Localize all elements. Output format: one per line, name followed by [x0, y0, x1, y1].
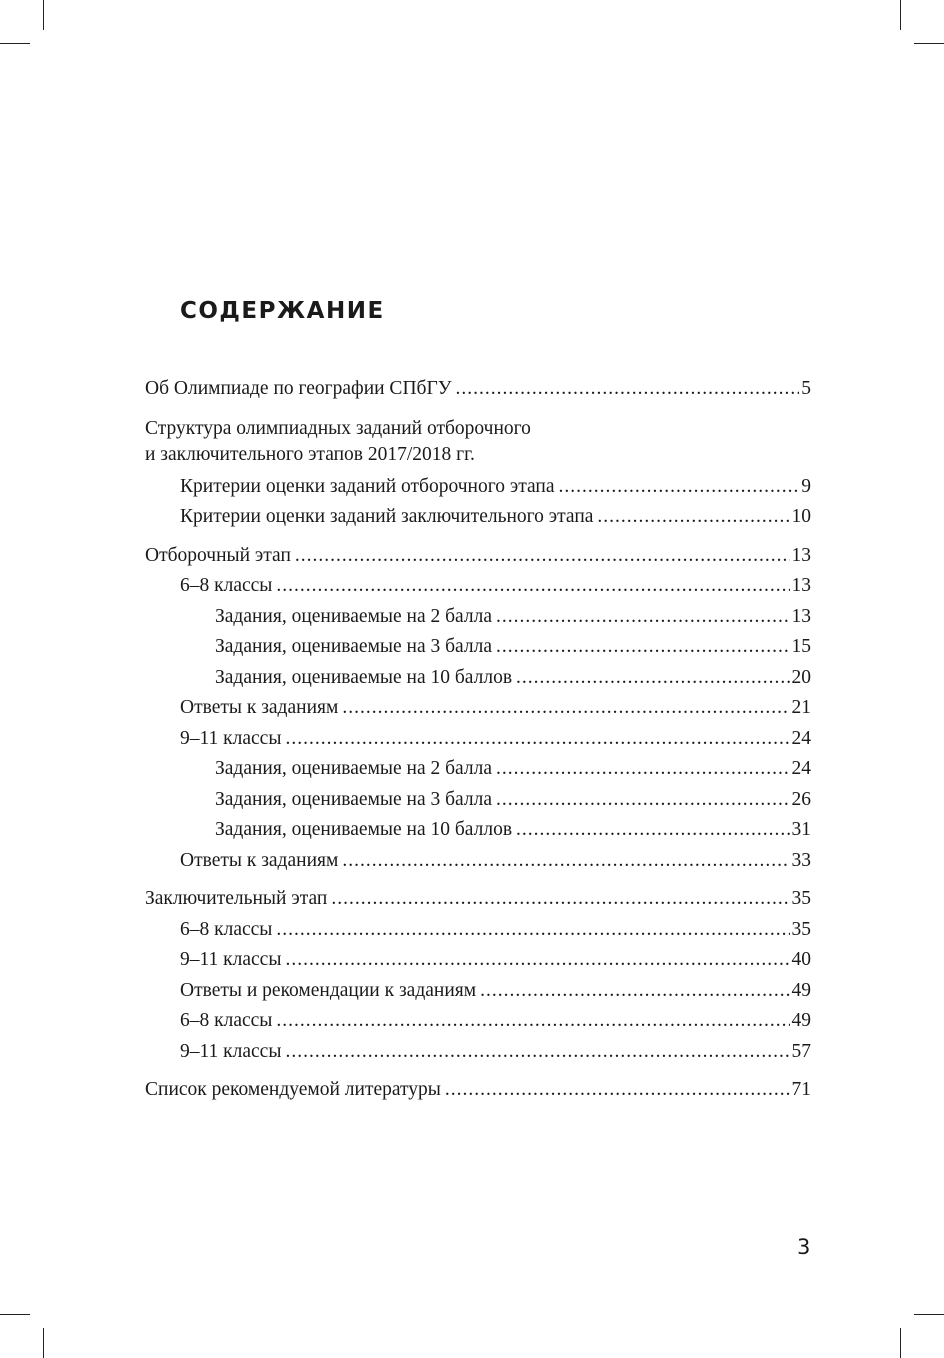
toc-entry-page: 49	[791, 1010, 811, 1031]
dot-leader	[342, 846, 789, 877]
toc-group-structure	[145, 413, 811, 533]
crop-mark-bottom-right-h	[914, 1314, 944, 1315]
toc-entry[interactable]	[145, 693, 811, 724]
dot-leader	[496, 632, 790, 663]
toc-entry-page: 20	[791, 666, 811, 688]
dot-leader	[445, 1075, 790, 1106]
toc-entry-label: 6–8 классы	[180, 575, 273, 596]
toc-entry-label: Критерии оценки заданий заключительного этапа	[180, 506, 594, 527]
dot-leader	[597, 502, 789, 533]
page-title: СОДЕРЖАНИЕ	[180, 298, 385, 324]
toc-entry[interactable]	[145, 1075, 811, 1106]
toc-entry-page: 13	[791, 605, 811, 627]
toc-entry-label: Список рекомендуемой литературы	[145, 1079, 441, 1100]
crop-mark-bottom-left-h	[0, 1314, 30, 1315]
toc-entry-page: 21	[791, 697, 811, 718]
toc-entry-page: 24	[791, 727, 811, 749]
toc-entry-page: 49	[791, 979, 811, 1001]
toc-group-qualifying	[145, 541, 811, 877]
toc-entry[interactable]	[145, 815, 811, 846]
toc-entry[interactable]	[145, 571, 811, 602]
toc-entry[interactable]	[145, 472, 811, 503]
toc-entry-page: 5	[801, 378, 811, 399]
dot-leader	[285, 945, 789, 976]
toc-group-about	[145, 374, 811, 405]
toc-entry[interactable]	[145, 884, 811, 915]
toc-entry-page: 35	[791, 918, 811, 940]
toc-entry[interactable]	[145, 663, 811, 694]
crop-mark-top-left-v	[43, 0, 44, 30]
toc-entry-label: Отборочный этап	[145, 544, 291, 566]
toc-entry-page: 13	[791, 575, 811, 596]
dot-leader	[285, 724, 789, 755]
toc-entry[interactable]	[145, 374, 811, 405]
toc-entry[interactable]	[145, 976, 811, 1007]
dot-leader	[516, 815, 789, 846]
toc-entry[interactable]	[145, 915, 811, 946]
crop-mark-top-right-v	[900, 0, 901, 30]
toc-entry-label: Задания, оцениваемые на 2 балла	[215, 605, 492, 627]
dot-leader	[496, 785, 790, 816]
toc-entry-label: Критерии оценки заданий отборочного этапа	[180, 475, 555, 497]
toc-entry-page: 57	[791, 1040, 811, 1062]
toc-entry[interactable]	[145, 754, 811, 785]
toc-entry-label: Ответы к заданиям	[180, 849, 339, 871]
toc-entry-label: Ответы к заданиям	[180, 697, 339, 718]
toc-entry-label: Ответы и рекомендации к заданиям	[180, 979, 477, 1001]
toc-entry-page: 71	[791, 1079, 811, 1100]
crop-mark-top-left-h	[0, 43, 30, 44]
toc-entry[interactable]	[145, 945, 811, 976]
toc-entry-label: Задания, оцениваемые на 3 балла	[215, 788, 492, 810]
toc-entry-page: 13	[791, 544, 811, 566]
dot-leader	[285, 1037, 789, 1068]
table-of-contents	[145, 374, 811, 1114]
toc-group-final	[145, 884, 811, 1067]
dot-leader	[342, 693, 789, 724]
toc-entry-label: Задания, оцениваемые на 10 баллов	[215, 666, 513, 688]
dot-leader	[331, 884, 789, 915]
toc-entry-page: 40	[791, 949, 811, 970]
toc-entry-label: 6–8 классы	[180, 1010, 273, 1031]
dot-leader	[558, 472, 799, 503]
toc-entry-page: 9	[801, 475, 811, 497]
dot-leader	[276, 915, 789, 946]
toc-entry-label: Об Олимпиаде по географии СПбГУ	[145, 378, 452, 399]
toc-entry-page: 33	[791, 849, 811, 871]
dot-leader	[480, 976, 789, 1007]
dot-leader	[496, 602, 790, 633]
toc-entry[interactable]	[145, 632, 811, 663]
toc-entry-label: Задания, оцениваемые на 3 балла	[215, 636, 492, 657]
crop-mark-top-right-h	[914, 43, 944, 44]
toc-entry[interactable]	[145, 724, 811, 755]
toc-entry-label: 9–11 классы	[180, 949, 282, 970]
dot-leader	[276, 571, 789, 602]
toc-entry-label: 9–11 классы	[180, 1040, 282, 1062]
page-number: 3	[797, 1235, 811, 1259]
toc-entry-page: 35	[791, 888, 811, 909]
toc-entry[interactable]	[145, 502, 811, 533]
toc-group-literature	[145, 1075, 811, 1106]
toc-entry[interactable]	[145, 541, 811, 572]
toc-entry-page: 26	[791, 788, 811, 810]
toc-entry-label: 9–11 классы	[180, 727, 282, 749]
toc-entry[interactable]	[145, 602, 811, 633]
toc-entry-page: 10	[791, 506, 811, 527]
dot-leader	[496, 754, 790, 785]
toc-entry[interactable]	[145, 846, 811, 877]
toc-entry-label: 6–8 классы	[180, 918, 273, 940]
crop-mark-bottom-right-v	[900, 1328, 901, 1358]
toc-entry[interactable]	[145, 1037, 811, 1068]
dot-leader	[456, 374, 800, 405]
toc-entry-page: 15	[791, 636, 811, 657]
toc-entry-label: Задания, оцениваемые на 10 баллов	[215, 819, 513, 840]
toc-entry-label: Задания, оцениваемые на 2 балла	[215, 758, 492, 779]
toc-heading-line: Структура олимпиадных заданий отборочного	[145, 417, 531, 439]
dot-leader	[295, 541, 790, 572]
dot-leader	[516, 663, 789, 694]
toc-heading-line: и заключительного этапов 2017/2018 гг.	[145, 443, 475, 465]
dot-leader	[276, 1006, 789, 1037]
toc-entry[interactable]	[145, 1006, 811, 1037]
crop-mark-bottom-left-v	[43, 1328, 44, 1358]
toc-entry-label: Заключительный этап	[145, 888, 328, 909]
toc-heading-structure[interactable]	[145, 413, 811, 468]
toc-entry-page: 24	[791, 758, 811, 779]
toc-entry[interactable]	[145, 785, 811, 816]
toc-entry-page: 31	[791, 819, 811, 840]
